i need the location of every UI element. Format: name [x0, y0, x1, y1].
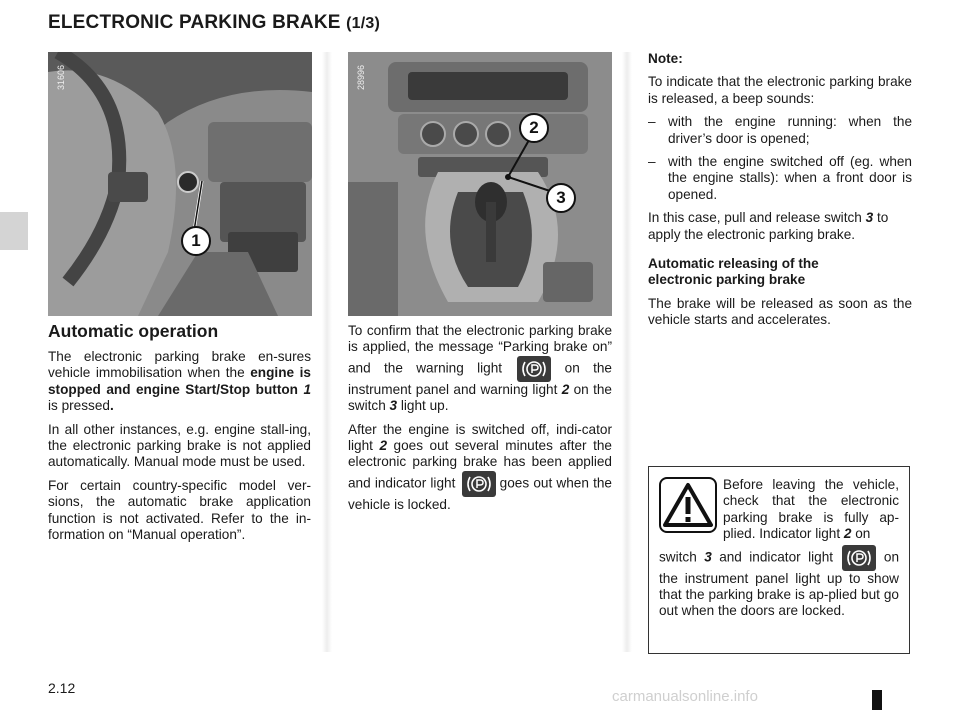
warning-triangle-icon — [659, 477, 717, 533]
callout-3: 3 — [546, 183, 576, 213]
paragraph: In all other instances, e.g. engine stall-ing, the electronic parking brake is not applied automatically. Manual mode must be used. — [48, 421, 311, 470]
console-illustration — [348, 52, 612, 316]
text-run: on — [851, 526, 871, 542]
column-divider — [322, 52, 332, 652]
ref-number: 2 — [379, 438, 388, 454]
callout-1: 1 — [181, 226, 211, 256]
column-3 — [648, 51, 912, 336]
paragraph: For certain country-specific model ver-sions, the automatic brake application function is not activated. Refer to the in-formation on “Manual operation”. — [48, 477, 311, 543]
watermark: carmanualsonline.info — [612, 688, 758, 705]
column-1 — [48, 349, 311, 550]
paragraph — [48, 349, 311, 415]
ref-number: 3 — [704, 549, 712, 565]
section-tab — [0, 212, 28, 250]
parking-brake-warning-icon — [517, 356, 551, 382]
column-divider — [622, 52, 632, 652]
section-heading: Automatic operation — [48, 321, 219, 341]
parking-brake-warning-icon — [842, 545, 876, 571]
paragraph — [648, 210, 912, 243]
list-item-text: with the engine switched off (eg. when the engine stalls): when a front door is opened. — [668, 154, 912, 202]
paragraph: The brake will be released as soon as the vehicle starts and accelerates. — [648, 295, 912, 328]
ref-number: 2 — [561, 381, 570, 397]
parking-brake-warning-icon — [462, 471, 496, 497]
dashboard-photo — [48, 52, 312, 316]
column-2 — [348, 323, 612, 520]
title-part: (1/3) — [346, 15, 381, 32]
list-item — [648, 154, 912, 203]
text-run: on the instrument panel and warning light — [348, 360, 612, 397]
text-run: . — [109, 398, 114, 414]
text-run: is pressed — [48, 398, 110, 414]
warning-text — [723, 477, 899, 543]
text-run: on the instrument panel light up to show that the parking brake is ap-plied but go out when the doors are locked. — [659, 549, 900, 619]
list-item — [648, 114, 912, 147]
gear-console-photo — [348, 52, 612, 316]
text-run: and indicator light — [711, 549, 841, 565]
paragraph: To indicate that the electronic parking brake is released, a beep sounds: — [648, 74, 912, 106]
text-run: on the switch — [348, 381, 612, 414]
text-run: The electronic parking brake en-sures vehicle immobilisation when the — [48, 349, 311, 381]
warning-text — [659, 545, 899, 620]
text-run: In this case, pull and release switch — [648, 210, 866, 226]
list-item-text: with the engine running: when the driver’s door is opened; — [668, 114, 912, 146]
page-title — [48, 12, 380, 34]
text-run: goes out several minutes after the electronic parking brake has been applied and indicator light — [348, 438, 612, 491]
warning-box — [648, 466, 910, 654]
text-run: to apply the electronic parking brake. — [648, 210, 889, 242]
callout-2: 2 — [519, 113, 549, 143]
ref-number: 1 — [303, 381, 311, 397]
text-run: switch — [659, 549, 705, 565]
text-run: goes out when the vehicle is locked. — [348, 475, 612, 512]
dash-bullet: – — [648, 154, 656, 170]
text-run: To confirm that the electronic parking brake is applied, the message “Parking brake on” and the warning light — [348, 323, 612, 376]
paragraph — [348, 323, 612, 415]
corner-mark — [872, 690, 882, 710]
subheading: Automatic releasing of the electronic parking brake — [648, 256, 819, 288]
photo-code: 31606 — [56, 64, 66, 90]
title-text: ELECTRONIC PARKING BRAKE — [48, 12, 341, 33]
text-run: After the engine is switched off, indi-cator light — [348, 421, 612, 454]
text-run: Before leaving the vehicle, check that the electronic parking brake is fully ap-plied. Indicator light — [723, 477, 899, 542]
page-number: 2.12 — [48, 680, 76, 696]
text-run: light up. — [397, 398, 449, 414]
note-heading: Note: — [648, 51, 683, 66]
ref-number: 3 — [865, 210, 874, 226]
photo-code: 28996 — [356, 64, 366, 90]
bold-text: engine is stopped and engine Start/Stop button — [48, 365, 311, 397]
paragraph — [348, 422, 612, 514]
dashboard-illustration — [48, 52, 312, 316]
ref-number: 3 — [389, 398, 398, 414]
ref-number: 2 — [843, 526, 852, 542]
dash-bullet: – — [648, 114, 656, 130]
